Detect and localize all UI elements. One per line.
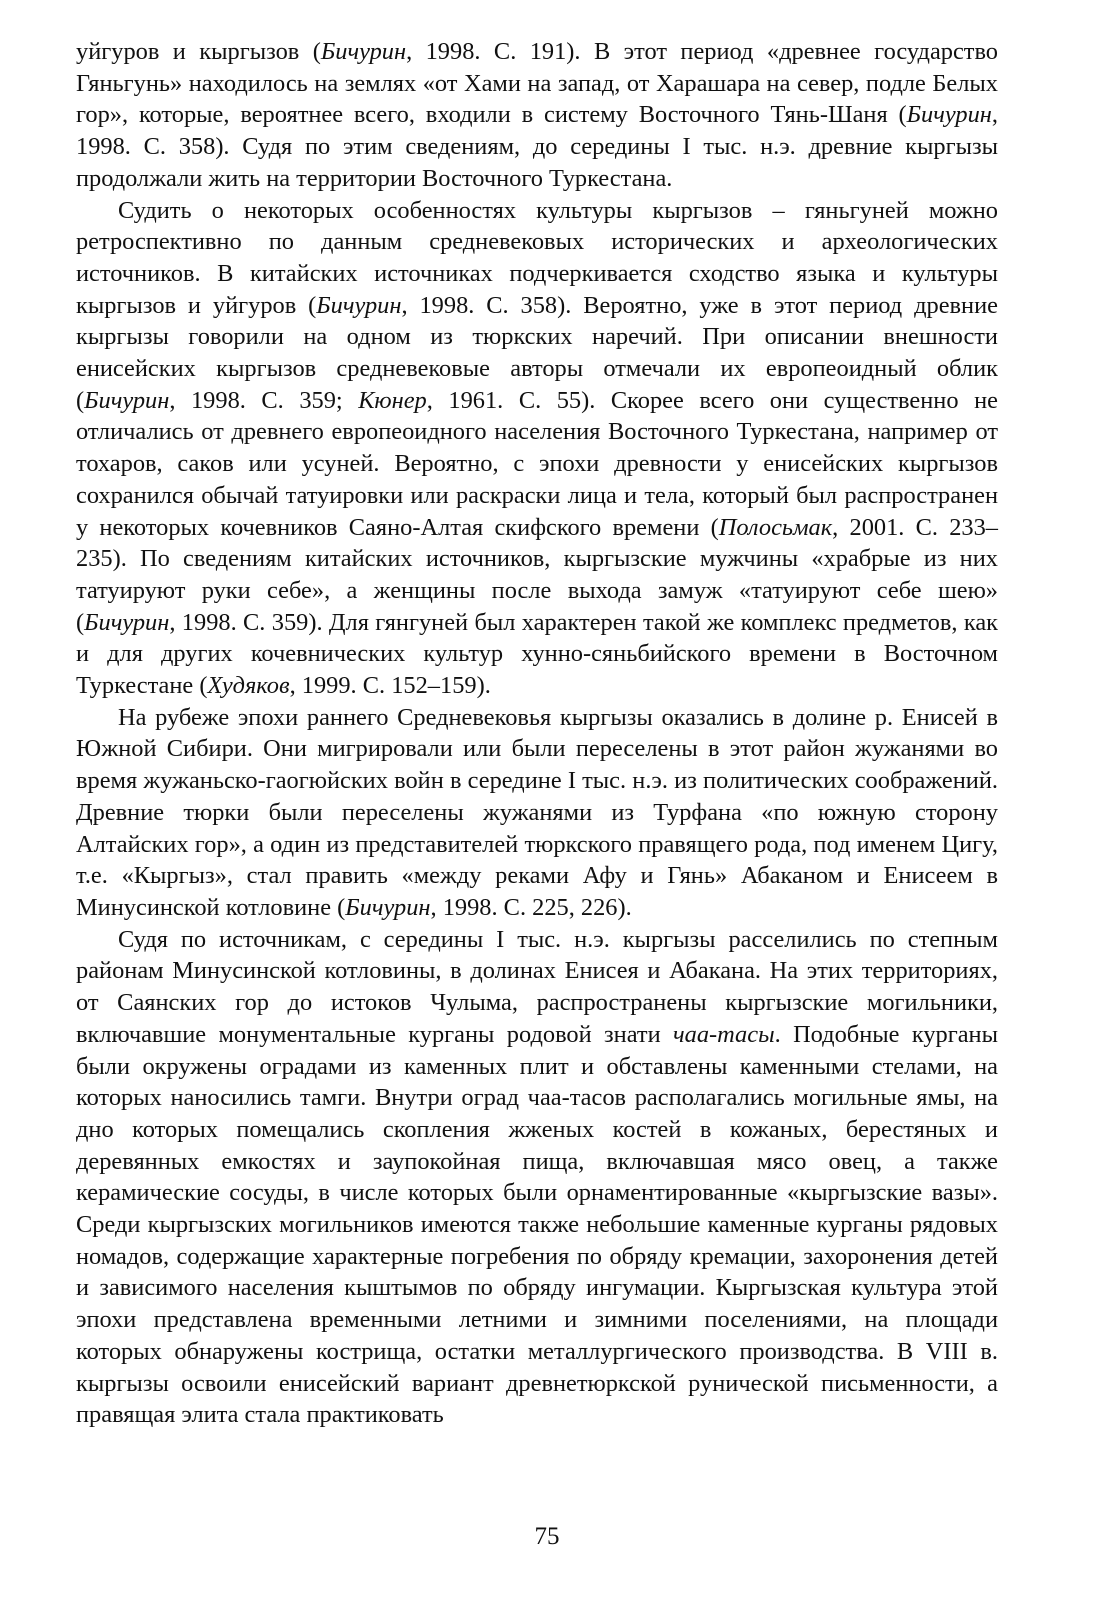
text-segment: , 1998. С. 359). Для гянгуней был характерен такой же комплекс предметов, как и для других кочевнических культур хунно-сяньбийского времени в Восточном Туркестане ( (76, 608, 998, 700)
text-segment: , 1999. С. 152–159). (289, 672, 491, 700)
citation-author: Бичурин (316, 291, 402, 319)
text-segment: , 1998. С. 358). Вероятно, уже в этот период древние кыргызы говорили на одном из тюркских наречий. При описании внешности енисейских кыргызов средневековые авторы отмечали их европеоидный облик ( (76, 291, 998, 414)
paragraph-1 (76, 36, 998, 195)
text-segment: уйгуров и кыргызов ( (76, 38, 321, 65)
citation-author: Бичурин (906, 101, 992, 129)
page-body (76, 36, 998, 1431)
page-number: 75 (534, 1523, 560, 1550)
paragraph-4 (76, 924, 998, 1431)
citation-author: чаа-тасы (673, 1020, 775, 1048)
text-segment: , 1998. С. 191). В этот период «древнее государство Гяньгунь» находилось на землях «от Хами на запад, от Харашара на север, подле Белых гор», которые, вероятнее всего, входили в систему Восточного Тянь-Шаня ( (76, 38, 998, 129)
text-segment: , 1998. С. 359; (169, 386, 359, 414)
text-segment: . Подобные курганы были окружены оградами из каменных плит и обставлены каменными стелами, на которых наносились тамги. Внутри оград чаа-тасов располагались могильные ямы, на дно которых помещались скопления жженых костей в кожаных, берестяных и деревянных емкостях и заупокойная пища, включавшая мясо овец, а также керамические сосуды, в числе которых были орнаментированные «кыргызские вазы». Среди кыргызских могильников имеются также небольшие каменные курганы рядовых номадов, содержащие характерные погребения по обряду кремации, захоронения детей и зависимого населения кыштымов по обряду ингумации. Кыргызская культура этой эпохи представлена временными летними и зимними поселениями, на площади которых обнаружены кострища, остатки металлургического производства. В VIII в. кыргызы освоили енисейский вариант древнетюркской рунической письменности, а правящая элита стала практиковать (76, 1020, 998, 1429)
paragraph-3 (76, 702, 998, 924)
text-segment: , 1998. С. 225, 226). (430, 893, 632, 921)
citation-author: Кюнер (358, 386, 427, 414)
citation-author: Худяков (207, 672, 290, 700)
text-segment: Судя по источникам, с середины I тыс. н.э. кыргызы расселились по степным районам Минусинской котловины, в долинах Енисея и Абакана. На этих территориях, от Саянских гор до истоков Чулыма, распространены кыргызские могильники, включавшие монументальные курганы родовой знати (76, 925, 998, 1048)
text-segment: Судить о некоторых особенностях культуры кыргызов – гяньгуней можно ретроспективно по данным средневековых исторических и археологических источников. В китайских источниках подчеркивается сходство языка и культуры кыргызов и уйгуров ( (76, 196, 998, 319)
text-segment: На рубеже эпохи раннего Средневековья кыргызы оказались в долине р. Енисей в Южной Сибири. Они мигрировали или были переселены в этот район жужанями во время жужаньско-гаогюйских войн в середине I тыс. н.э. из политических соображений. Древние тюрки были переселены жужанями из Турфана «по южную сторону Алтайских гор», а один из представителей тюркского правящего рода, под именем Цигу, т.е. «Кыргыз», стал править «между реками Афу и Гянь» Абаканом и Енисеем в Минусинской котловине ( (76, 703, 998, 921)
text-segment: , 2001. С. 233–235). По сведениям китайских источников, кыргызские мужчины «храбрые из них татуируют руки себе», а женщины после выхода замуж «татуируют себе шею» ( (76, 513, 998, 636)
citation-author: Полосьмак (718, 513, 833, 541)
citation-author: Бичурин (84, 386, 170, 414)
text-segment: , 1998. С. 358). Судя по этим сведениям, до середины I тыс. н.э. древние кыргызы продолжали жить на территории Восточного Туркестана. (76, 101, 998, 192)
paragraph-2 (76, 195, 998, 702)
citation-author: Бичурин (84, 608, 170, 636)
text-segment: , 1961. С. 55). Скорее всего они существенно не отличались от древнего европеоидного населения Восточного Туркестана, например от тохаров, саков или усуней. Вероятно, с эпохи древности у енисейских кыргызов сохранился обычай татуировки или раскраски лица и тела, который был распространен у некоторых кочевников Саяно-Алтая скифского времени ( (76, 386, 998, 541)
citation-author: Бичурин (320, 38, 407, 65)
citation-author: Бичурин (345, 893, 431, 921)
